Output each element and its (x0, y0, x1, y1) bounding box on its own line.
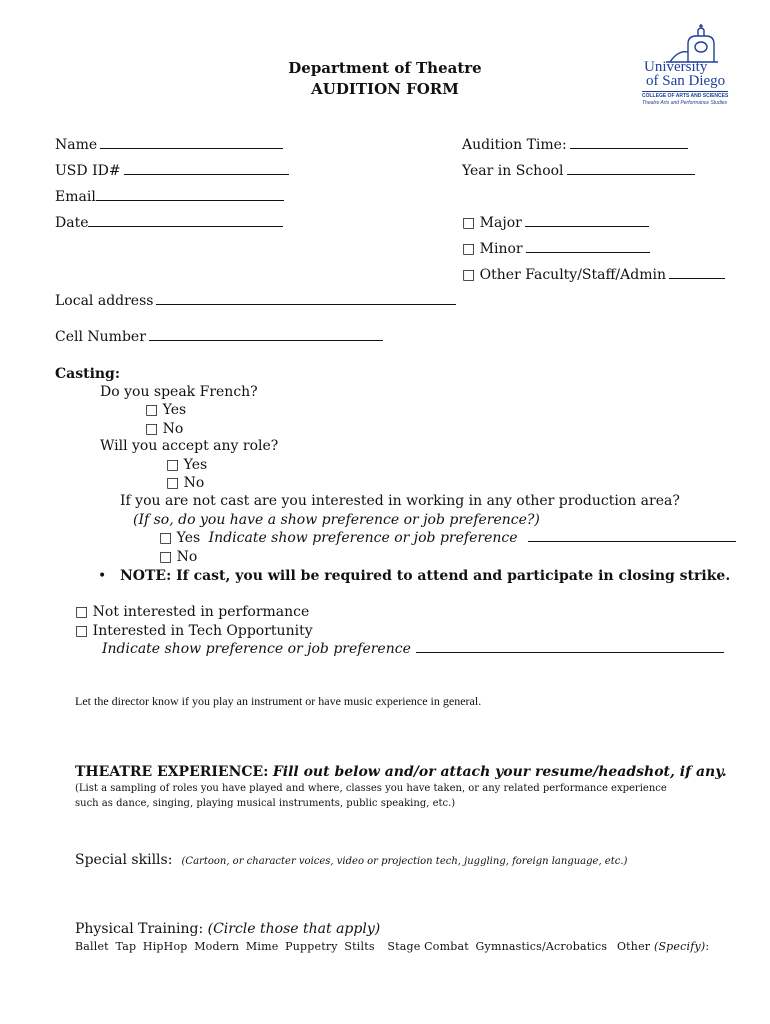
physical-training-hint: (Circle those that apply) (207, 921, 381, 937)
closing-strike-note: NOTE: If cast, you will be required to attend and participate in closing strike. (120, 568, 731, 584)
date-label: Date (55, 215, 89, 231)
minor-line[interactable] (526, 251, 650, 253)
usd-logo (640, 22, 730, 112)
other-faculty-line[interactable] (669, 277, 725, 279)
option-mime[interactable]: Mime (245, 940, 279, 953)
minor-field[interactable] (462, 241, 650, 257)
preference-line[interactable] (528, 540, 736, 542)
tech-preference-label: Indicate show preference or job preference (102, 641, 411, 657)
major-field[interactable] (462, 215, 649, 231)
special-skills (75, 849, 627, 868)
any-role-question: Will you accept any role? (100, 438, 279, 454)
option-stilts[interactable]: Stilts (344, 940, 375, 953)
option-ballet[interactable]: Ballet (75, 940, 109, 953)
option-other-hint: (Specify) (653, 940, 706, 953)
preference-question: (If so, do you have a show preference or job preference?) (133, 512, 540, 528)
any-role-yes-checkbox[interactable]: □ Yes (166, 457, 208, 473)
logo-university: University (644, 59, 708, 75)
french-question: Do you speak French? (100, 384, 258, 400)
option-puppetry[interactable]: Puppetry (285, 940, 338, 953)
other-faculty-checkbox-label[interactable]: □ Other Faculty/Staff/Admin (462, 267, 666, 283)
minor-checkbox-label[interactable]: □ Minor (462, 241, 523, 257)
audition-time-field[interactable] (462, 137, 688, 153)
usd-id-line[interactable] (124, 173, 289, 175)
special-skills-label: Special skills: (75, 852, 173, 868)
music-note: Let the director know if you play an instrument or have music experience in general. (75, 694, 482, 708)
french-yes-checkbox[interactable]: □ Yes (145, 402, 187, 418)
option-tap[interactable]: Tap (115, 940, 137, 953)
email-field[interactable] (55, 189, 284, 205)
physical-options (75, 940, 709, 953)
form-title: AUDITION FORM (311, 80, 459, 98)
year-in-school-label: Year in School (462, 163, 564, 179)
cell-number-label: Cell Number (55, 329, 146, 345)
casting-heading: Casting: (55, 366, 121, 382)
physical-training (75, 921, 380, 937)
cell-number-line[interactable] (149, 339, 383, 341)
experience-description-2: such as dance, singing, playing musical instruments, public speaking, etc.) (75, 798, 456, 809)
usd-id-field[interactable] (55, 163, 289, 179)
experience-heading-label: THEATRE EXPERIENCE: (75, 764, 269, 780)
option-gymnastics[interactable]: Gymnastics/Acrobatics (475, 940, 608, 953)
option-other-label: Other (616, 940, 651, 953)
email-line[interactable] (96, 199, 284, 201)
any-role-no-checkbox[interactable]: □ No (166, 475, 205, 491)
date-field[interactable] (55, 215, 283, 231)
experience-description-1: (List a sampling of roles you have played and where, classes you have taken, or any related performance experience (75, 783, 667, 794)
name-line[interactable] (100, 147, 283, 149)
preference-yes-checkbox[interactable]: □ Yes (159, 530, 201, 546)
year-in-school-field[interactable] (462, 163, 695, 179)
special-skills-hint: (Cartoon, or character voices, video or projection tech, juggling, foreign language, etc.) (181, 856, 628, 867)
tech-preference-line[interactable] (416, 651, 724, 653)
year-in-school-line[interactable] (567, 173, 695, 175)
option-hiphop[interactable]: HipHop (142, 940, 188, 953)
local-address-field[interactable] (55, 293, 456, 309)
major-checkbox-label[interactable]: □ Major (462, 215, 522, 231)
option-modern[interactable]: Modern (194, 940, 240, 953)
local-address-line[interactable] (156, 303, 456, 305)
tech-preference-field[interactable] (102, 641, 724, 657)
other-faculty-field[interactable] (462, 267, 725, 283)
local-address-label: Local address (55, 293, 154, 309)
name-label: Name (55, 137, 98, 153)
option-stage-combat[interactable]: Stage Combat (387, 940, 469, 953)
major-line[interactable] (525, 225, 649, 227)
tech-opportunity-checkbox[interactable]: □ Interested in Tech Opportunity (75, 623, 313, 639)
preference-indicate-label: Indicate show preference or job preference (208, 530, 518, 546)
email-label: Email (55, 189, 96, 205)
experience-heading (75, 764, 727, 780)
preference-yes-field[interactable] (159, 530, 736, 546)
audition-time-label: Audition Time: (462, 137, 567, 153)
preference-no-checkbox[interactable]: □ No (159, 549, 198, 565)
option-other[interactable] (617, 940, 709, 953)
note-bullet: • (98, 568, 107, 584)
logo-divider (642, 91, 728, 92)
physical-training-label: Physical Training: (75, 921, 204, 937)
name-field[interactable] (55, 137, 283, 153)
date-line[interactable] (88, 225, 283, 227)
cell-number-field[interactable] (55, 329, 383, 345)
logo-san-diego: of San Diego (646, 73, 726, 89)
department-title: Department of Theatre (288, 59, 482, 77)
other-area-question: If you are not cast are you interested in working in any other production area? (120, 493, 680, 509)
usd-id-label: USD ID# (55, 163, 121, 179)
not-interested-checkbox[interactable]: □ Not interested in performance (75, 604, 310, 620)
logo-program: Theatre Arts and Performance Studies (642, 100, 728, 106)
french-no-checkbox[interactable]: □ No (145, 421, 184, 437)
option-other-colon: : (705, 940, 710, 953)
logo-college: COLLEGE OF ARTS AND SCIENCES (642, 93, 729, 99)
audition-time-line[interactable] (570, 147, 688, 149)
experience-heading-instructions: Fill out below and/or attach your resume/headshot, if any. (272, 764, 727, 780)
